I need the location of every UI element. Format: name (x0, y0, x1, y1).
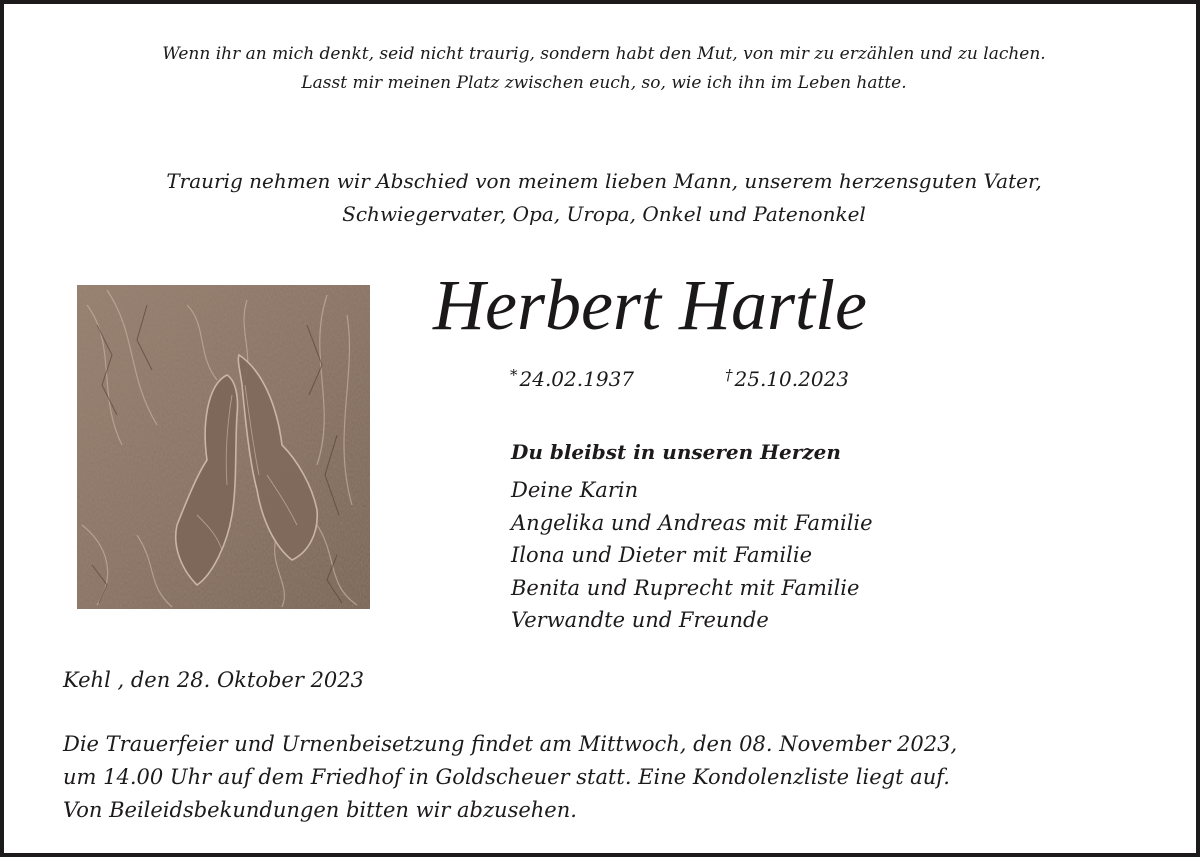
intro-line-2: Schwiegervater, Opa, Uropa, Onkel und Patenonkel (342, 202, 866, 226)
mourner-3: Ilona und Dieter mit Familie (511, 543, 813, 567)
birth-symbol: * (510, 366, 518, 384)
birth-date-line (510, 358, 634, 396)
place-and-date: Kehl , den 28. Oktober 2023 (63, 668, 365, 692)
intro-text (44, 165, 1164, 231)
notice-line-1: Die Trauerfeier und Urnenbeisetzung findet am Mittwoch, den 08. November 2023, (63, 732, 958, 756)
intro-line-1: Traurig nehmen wir Abschied von meinem lieben Mann, unserem herzensguten Vater, (166, 169, 1042, 193)
mourners-list (511, 474, 873, 637)
death-symbol: † (725, 366, 733, 384)
carved-birds-relief-image (77, 285, 370, 609)
mourner-2: Angelika und Andreas mit Familie (511, 510, 873, 535)
birth-date: 24.02.1937 (519, 367, 635, 391)
mourner-1: Deine Karin (511, 478, 639, 502)
notice-line-2: um 14.00 Uhr auf dem Friedhof in Goldscheuer statt. Eine Kondolenzliste liegt auf. (63, 765, 950, 789)
death-date-line (725, 358, 849, 396)
motto-line-2: Lasst mir meinen Platz zwischen euch, so, wie ich ihn im Leben hatte. (301, 73, 907, 93)
motto-quote (44, 40, 1164, 98)
mourner-5: Verwandte und Freunde (511, 608, 769, 632)
death-date: 25.10.2023 (734, 367, 850, 391)
notice-line-3: Von Beileidsbekundungen bitten wir abzusehen. (63, 798, 577, 822)
mourners-heading: Du bleibst in unseren Herzen (511, 440, 841, 464)
deceased-name: Herbert Hartle (433, 265, 867, 345)
funeral-notice (63, 728, 957, 827)
motto-line-1: Wenn ihr an mich denkt, seid nicht traurig, sondern habt den Mut, von mir zu erzählen und zu lachen. (162, 44, 1046, 64)
mourner-4: Benita und Ruprecht mit Familie (511, 575, 860, 600)
